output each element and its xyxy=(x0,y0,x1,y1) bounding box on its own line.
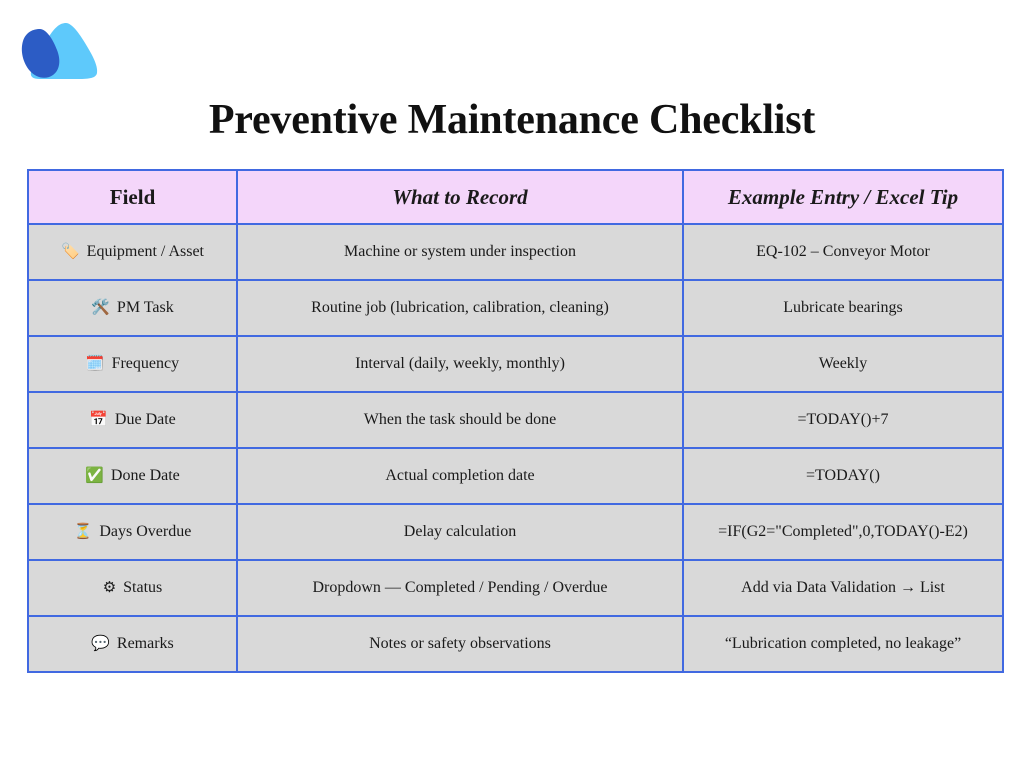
example-entry-text: Weekly xyxy=(818,355,868,372)
example-entry-text: “Lubrication completed, no leakage” xyxy=(724,635,962,652)
preventive-maintenance-table xyxy=(27,169,1004,673)
what-to-record-cell xyxy=(237,280,683,336)
field-cell xyxy=(28,336,237,392)
field-cell xyxy=(28,504,237,560)
tools-icon: 🛠️ xyxy=(91,298,110,317)
field-cell-inner xyxy=(61,242,204,262)
field-label: Due Date xyxy=(114,410,176,428)
field-cell xyxy=(28,560,237,616)
calendar-icon: 📅 xyxy=(89,410,108,429)
table-row xyxy=(28,336,1003,392)
spiral-calendar-icon: 🗓️ xyxy=(85,354,105,373)
page-title: Preventive Maintenance Checklist xyxy=(208,97,816,143)
speech-balloon-icon: 💬 xyxy=(91,634,110,653)
table-row xyxy=(28,448,1003,504)
field-cell xyxy=(28,616,237,672)
field-cell xyxy=(28,224,237,280)
field-cell-inner xyxy=(91,298,174,318)
table-row xyxy=(28,280,1003,336)
field-cell-inner xyxy=(85,466,180,486)
example-entry-text: EQ-102 – Conveyor Motor xyxy=(756,243,930,260)
field-label: Done Date xyxy=(110,466,180,484)
table-row xyxy=(28,504,1003,560)
example-entry-cell xyxy=(683,504,1003,560)
example-entry-text: Add via Data Validation → List xyxy=(741,579,945,596)
table-body xyxy=(28,224,1003,672)
what-to-record-text: Actual completion date xyxy=(385,467,535,484)
what-to-record-text: Routine job (lubrication, calibration, cleaning) xyxy=(311,299,609,316)
what-to-record-cell xyxy=(237,392,683,448)
field-cell-inner xyxy=(103,578,163,598)
field-cell-inner xyxy=(89,410,176,430)
field-label: Equipment / Asset xyxy=(86,242,204,260)
column-header-example-entry: Example Entry / Excel Tip xyxy=(683,170,1003,224)
example-entry-text: =IF(G2="Completed",0,TODAY()-E2) xyxy=(718,523,968,540)
example-entry-cell xyxy=(683,280,1003,336)
gear-icon: ⚙ xyxy=(102,578,117,597)
what-to-record-cell xyxy=(237,224,683,280)
example-entry-cell xyxy=(683,224,1003,280)
what-to-record-text: Interval (daily, weekly, monthly) xyxy=(355,355,565,372)
what-to-record-cell xyxy=(237,448,683,504)
what-to-record-text: When the task should be done xyxy=(363,411,557,428)
two-hills-logo xyxy=(14,20,106,82)
what-to-record-cell xyxy=(237,560,683,616)
field-cell-inner xyxy=(91,634,174,654)
hourglass-icon: ⏳ xyxy=(73,522,93,541)
field-label: Frequency xyxy=(111,354,180,372)
table-row xyxy=(28,224,1003,280)
example-entry-cell xyxy=(683,616,1003,672)
example-entry-text: =TODAY()+7 xyxy=(797,411,889,428)
what-to-record-cell xyxy=(237,616,683,672)
example-entry-text: Lubricate bearings xyxy=(783,299,903,316)
what-to-record-text: Dropdown — Completed / Pending / Overdue xyxy=(312,579,608,596)
example-entry-cell xyxy=(683,560,1003,616)
what-to-record-cell xyxy=(237,504,683,560)
table-header-row xyxy=(28,170,1003,224)
field-cell-inner xyxy=(74,522,192,542)
what-to-record-cell xyxy=(237,336,683,392)
field-cell-inner xyxy=(86,354,179,374)
example-entry-cell xyxy=(683,336,1003,392)
field-label: Days Overdue xyxy=(99,522,192,540)
column-header-field: Field xyxy=(28,170,237,224)
field-label: PM Task xyxy=(116,298,174,316)
what-to-record-text: Notes or safety observations xyxy=(369,635,551,652)
what-to-record-text: Machine or system under inspection xyxy=(344,243,576,260)
table-row xyxy=(28,616,1003,672)
example-entry-cell xyxy=(683,392,1003,448)
what-to-record-text: Delay calculation xyxy=(403,523,517,540)
table-row xyxy=(28,560,1003,616)
field-cell xyxy=(28,448,237,504)
field-label: Status xyxy=(123,578,163,596)
column-header-what-to-record: What to Record xyxy=(237,170,683,224)
field-cell xyxy=(28,280,237,336)
example-entry-cell xyxy=(683,448,1003,504)
check-mark-button-icon: ✅ xyxy=(85,466,104,485)
field-label: Remarks xyxy=(116,634,174,652)
label-tag-icon: 🏷️ xyxy=(60,242,80,261)
field-cell xyxy=(28,392,237,448)
example-entry-text: =TODAY() xyxy=(806,467,880,484)
table-row xyxy=(28,392,1003,448)
